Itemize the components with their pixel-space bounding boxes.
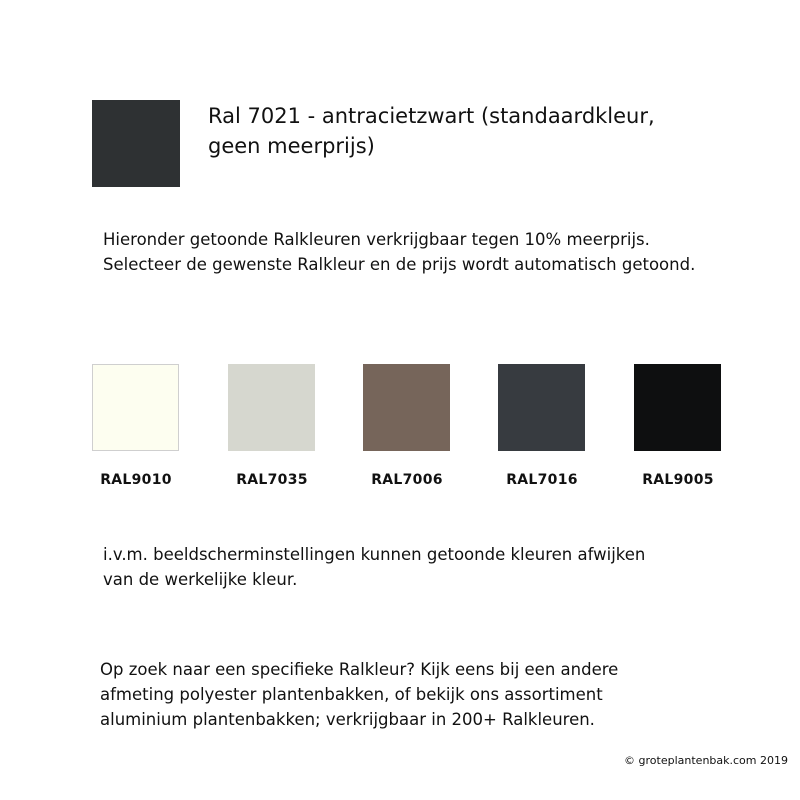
intro-line-2: Selecteer de gewenste Ralkleur en de prijs wordt automatisch getoond. [103, 255, 696, 274]
swatch-label-ral7035: RAL7035 [236, 472, 308, 488]
standard-color-line-1: Ral 7021 - antracietzwart (standaardkleur, [208, 104, 655, 128]
standard-color-line-2: geen meerprijs) [208, 134, 375, 158]
intro-line-1: Hieronder getoonde Ralkleuren verkrijgbaar tegen 10% meerprijs. [103, 230, 650, 249]
swatch-label-ral9005: RAL9005 [642, 472, 714, 488]
swatch-ral9005[interactable] [634, 364, 721, 451]
swatch-label-ral7016: RAL7016 [506, 472, 578, 488]
standard-color-swatch [92, 100, 180, 187]
swatch-ral7016[interactable] [498, 364, 585, 451]
intro-text [103, 227, 695, 277]
swatch-ral7035[interactable] [228, 364, 315, 451]
standard-color-description [208, 101, 708, 161]
disclaimer-line-2: van de werkelijke kleur. [103, 570, 298, 589]
specific-color-hint [100, 657, 618, 732]
disclaimer-line-1: i.v.m. beeldscherminstellingen kunnen getoonde kleuren afwijken [103, 545, 646, 564]
copyright-notice: © groteplantenbak.com 2019 [624, 754, 788, 767]
hint-line-2: afmeting polyester plantenbakken, of bekijk ons assortiment [100, 685, 603, 704]
swatch-label-ral7006: RAL7006 [371, 472, 443, 488]
display-disclaimer [103, 542, 645, 592]
swatch-label-ral9010: RAL9010 [100, 472, 172, 488]
swatch-ral9010[interactable] [92, 364, 179, 451]
hint-line-1: Op zoek naar een specifieke Ralkleur? Kijk eens bij een andere [100, 660, 619, 679]
hint-line-3: aluminium plantenbakken; verkrijgbaar in 200+ Ralkleuren. [100, 710, 595, 729]
swatch-ral7006[interactable] [363, 364, 450, 451]
